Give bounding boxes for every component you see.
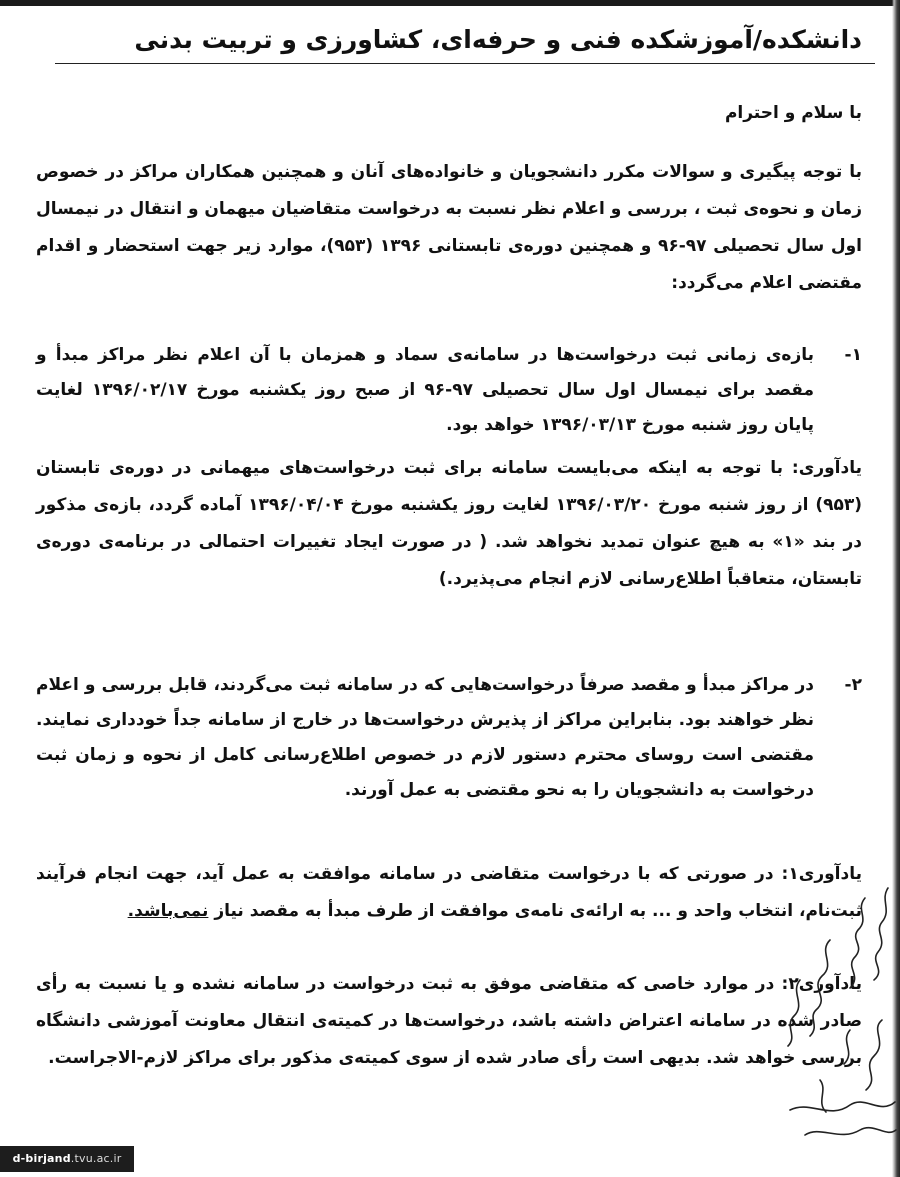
reminder-note: یادآوری: با توجه به اینکه می‌بایست سامانه برای ثبت درخواست‌های میهمانی در دوره‌ی تابستان (۹۵۳) از روز شنبه مورخ ۱۳۹۶/۰۳/۲۰ لغایت روز یکشنبه مورخ ۱۳۹۶/۰۴/۰۴ آماده گردد، بازه‌ی مذکور در بند «۱» به هیچ عنوان تمدید نخواهد شد. ( در صورت ایجاد تغییرات احتمالی در برنامه‌ی دوره‌ی تابستان، متعاقباً اطلاع‌رسانی لازم انجام می‌پذیرد.)	[36, 458, 863, 589]
watermark-stamp	[0, 1146, 134, 1172]
greeting: با سلام و احترام	[724, 103, 862, 123]
list-item-text: بازه‌ی زمانی ثبت درخواست‌ها در سامانه‌ی سماد و همزمان با آن اعلام نظر مراکز مبدأ و مقصد برای نیمسال اول سال تحصیلی ۹۷-۹۶ از صبح روز یکشنبه مورخ ۱۳۹۶/۰۲/۱۷ لغایت پایان روز شنبه مورخ ۱۳۹۶/۰۳/۱۳ خواهد بود.	[36, 345, 814, 435]
watermark-brand: d-birjand	[12, 1152, 71, 1165]
handwritten-annotation	[770, 880, 900, 1170]
reminder-note-2: یادآوری۲: در موارد خاصی که متقاضی موفق به ثبت درخواست در سامانه نشده و یا نسبت به رأی صادر شده در سامانه اعتراض داشته باشد، درخواست‌ها در کمیته‌ی انتقال معاونت آموزشی دانشگاه بررسی خواهد شد. بدیهی است رأی صادر شده از سوی کمیته‌ی مذکور برای مراکز لازم-الاجراست.	[36, 974, 862, 1068]
underlined-phrase: نمی‌باشد.	[127, 901, 209, 921]
title-divider	[55, 63, 875, 64]
reminder-note-1-text: یادآوری۱: در صورتی که با درخواست متقاضی در سامانه موافقت به عمل آید، جهت انجام فرآیند ثبت‌نام، انتخاب واحد و ... به ارائه‌ی نامه‌ی موافقت از طرف مبدأ به مقصد نیاز	[36, 864, 862, 921]
list-item-2	[36, 668, 862, 808]
intro-paragraph: با توجه پیگیری و سوالات مکرر دانشجویان و خانواده‌های آنان و همچنین همکاران مراکز در خصوص زمان و نحوه‌ی ثبت ، بررسی و اعلام نظر نسبت به درخواست متقاضیان میهمان و انتقال در نیمسال اول سال تحصیلی ۹۷-۹۶ و همچنین دوره‌ی تابستانی ۱۳۹۶ (۹۵۳)، موارد زیر جهت استحضار و اقدام مقتضی اعلام می‌گردد:	[36, 162, 862, 293]
list-item-1	[36, 338, 862, 443]
list-item-text: در مراکز مبدأ و مقصد صرفاً درخواست‌هایی که در سامانه ثبت می‌گردند، قابل بررسی و اعلام نظر خواهند بود. بنابراین مراکز از پذیرش درخواست‌ها در خارج از سامانه جداً خودداری نمایند. مقتضی است روسای محترم دستور لازم در خصوص اطلاع‌رسانی کامل از نحوه و زمان ثبت درخواست به دانشجویان را به نحو مقتضی به عمل آورند.	[36, 675, 814, 800]
reminder-note-1	[36, 856, 862, 930]
watermark-domain: .tvu.ac.ir	[70, 1152, 122, 1165]
list-item-number: ۲-	[844, 675, 862, 695]
document-title: دانشکده/آموزشکده فنی و حرفه‌ای، کشاورزی و تربیت بدنی	[134, 25, 862, 54]
list-item-number: ۱-	[844, 345, 862, 365]
